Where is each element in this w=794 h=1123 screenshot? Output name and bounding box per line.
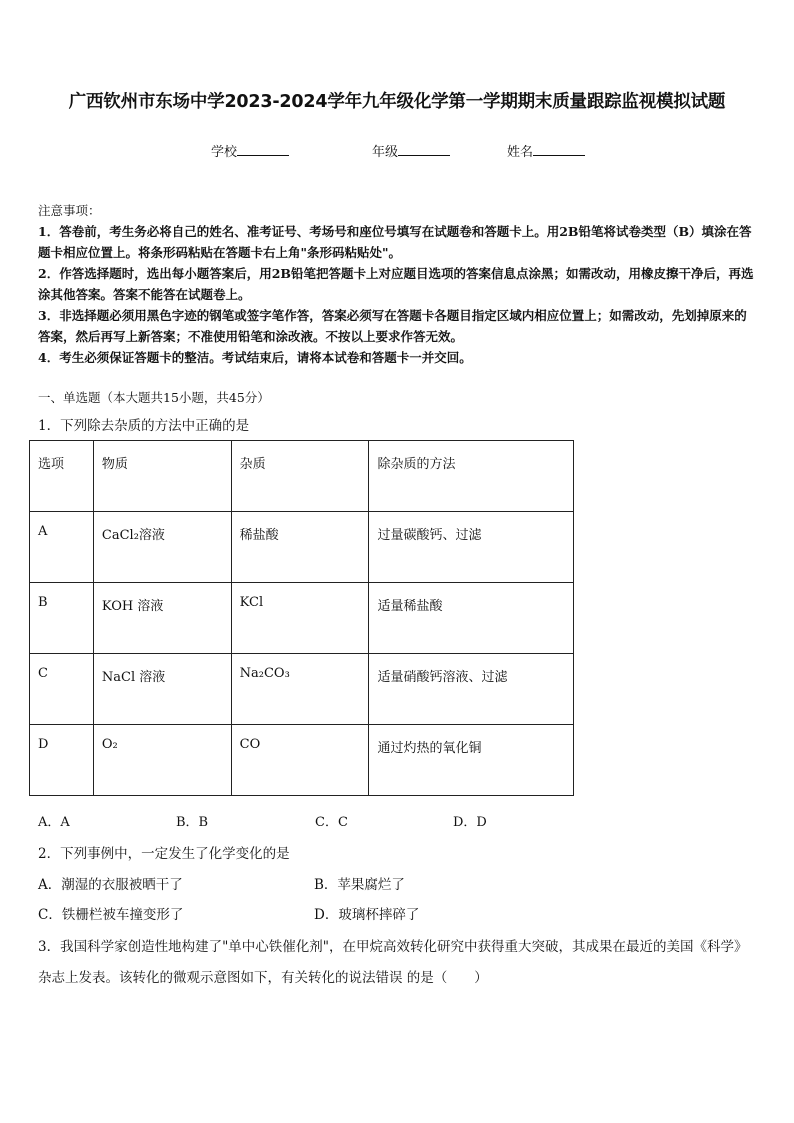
table-cell: 通过灼热的氧化铜 xyxy=(369,725,574,796)
school-field xyxy=(211,141,289,160)
table-row xyxy=(30,512,574,583)
name-blank xyxy=(533,143,585,156)
page-title: 广西钦州市东场中学2023-2024学年九年级化学第一学期期末质量跟踪监视模拟试题 xyxy=(68,92,726,112)
header-cell: 选项 xyxy=(30,441,94,512)
grade-field xyxy=(372,141,450,160)
school-blank xyxy=(237,143,289,156)
question-1-table xyxy=(29,440,574,796)
table-cell: CO xyxy=(231,725,369,796)
note-item-3: 3．非选择题必须用黑色字迹的钢笔或签字笔作答，答案必须写在答题卡各题目指定区域内相应位置上；如需改动，先划掉原来的答案，然后再写上新答案；不准使用铅笔和涂改液。不按以上要求作答无效。 xyxy=(38,308,747,344)
question-1-stem: 1．下列除去杂质的方法中正确的是 xyxy=(38,418,250,434)
table-cell: C xyxy=(30,654,94,725)
table-cell: 过量碳酸钙、过滤 xyxy=(369,512,574,583)
question-2-option-a[interactable]: A．潮湿的衣服被晒干了 xyxy=(38,877,183,893)
table-row xyxy=(30,725,574,796)
question-2-stem: 2．下列事例中，一定发生了化学变化的是 xyxy=(38,846,290,862)
notes-heading: 注意事项： xyxy=(38,203,101,218)
table-header-row xyxy=(30,441,574,512)
answer-option-b[interactable]: B．B xyxy=(176,815,209,830)
table-cell: D xyxy=(30,725,94,796)
table-row xyxy=(30,654,574,725)
name-label: 姓名 xyxy=(507,145,534,160)
table-cell: 适量硝酸钙溶液、过滤 xyxy=(369,654,574,725)
table-cell: KCl xyxy=(231,583,369,654)
header-cell: 物质 xyxy=(93,441,231,512)
section-heading: 一、单选题（本大题共15小题，共45分） xyxy=(38,390,270,405)
question-2-option-c[interactable]: C．铁栅栏被车撞变形了 xyxy=(38,907,184,923)
answer-option-c[interactable]: C．C xyxy=(315,815,348,830)
table-cell: O₂ xyxy=(93,725,231,796)
note-item-2: 2．作答选择题时，选出每小题答案后，用2B铅笔把答题卡上对应题目选项的答案信息点涂黑；如需改动，用橡皮擦干净后，再选涂其他答案。答案不能答在试题卷上。 xyxy=(38,266,754,302)
note-item-4: 4．考生必须保证答题卡的整洁。考试结束后，请将本试卷和答题卡一并交回。 xyxy=(38,350,472,365)
header-cell: 杂质 xyxy=(231,441,369,512)
notes-block xyxy=(38,200,758,368)
note-item-1: 1．答卷前，考生务必将自己的姓名、准考证号、考场号和座位号填写在试题卷和答题卡上。用2B铅笔将试卷类型（B）填涂在答题卡相应位置上。将条形码粘贴在答题卡右上角"条形码粘贴处"。 xyxy=(38,224,752,260)
header-cell: 除杂质的方法 xyxy=(369,441,574,512)
table-cell: 适量稀盐酸 xyxy=(369,583,574,654)
question-3-stem: 3．我国科学家创造性地构建了"单中心铁催化剂"，在甲烷高效转化研究中获得重大突破，其成果在最近的美国《科学》杂志上发表。该转化的微观示意图如下，有关转化的说法错误 的是（ ） xyxy=(38,939,748,986)
table-cell: B xyxy=(30,583,94,654)
question-2-option-d[interactable]: D．玻璃杯摔碎了 xyxy=(314,907,420,923)
table-cell: Na₂CO₃ xyxy=(231,654,369,725)
grade-blank xyxy=(398,143,450,156)
table-cell: KOH 溶液 xyxy=(93,583,231,654)
table-cell: NaCl 溶液 xyxy=(93,654,231,725)
question-2-option-b[interactable]: B．苹果腐烂了 xyxy=(314,877,405,893)
table-row xyxy=(30,583,574,654)
school-label: 学校 xyxy=(211,145,238,160)
table-cell: 稀盐酸 xyxy=(231,512,369,583)
table-cell: A xyxy=(30,512,94,583)
table-cell: CaCl₂溶液 xyxy=(93,512,231,583)
name-field xyxy=(507,141,585,160)
grade-label: 年级 xyxy=(372,145,399,160)
answer-option-a[interactable]: A．A xyxy=(38,815,70,830)
answer-option-d[interactable]: D．D xyxy=(453,815,487,830)
